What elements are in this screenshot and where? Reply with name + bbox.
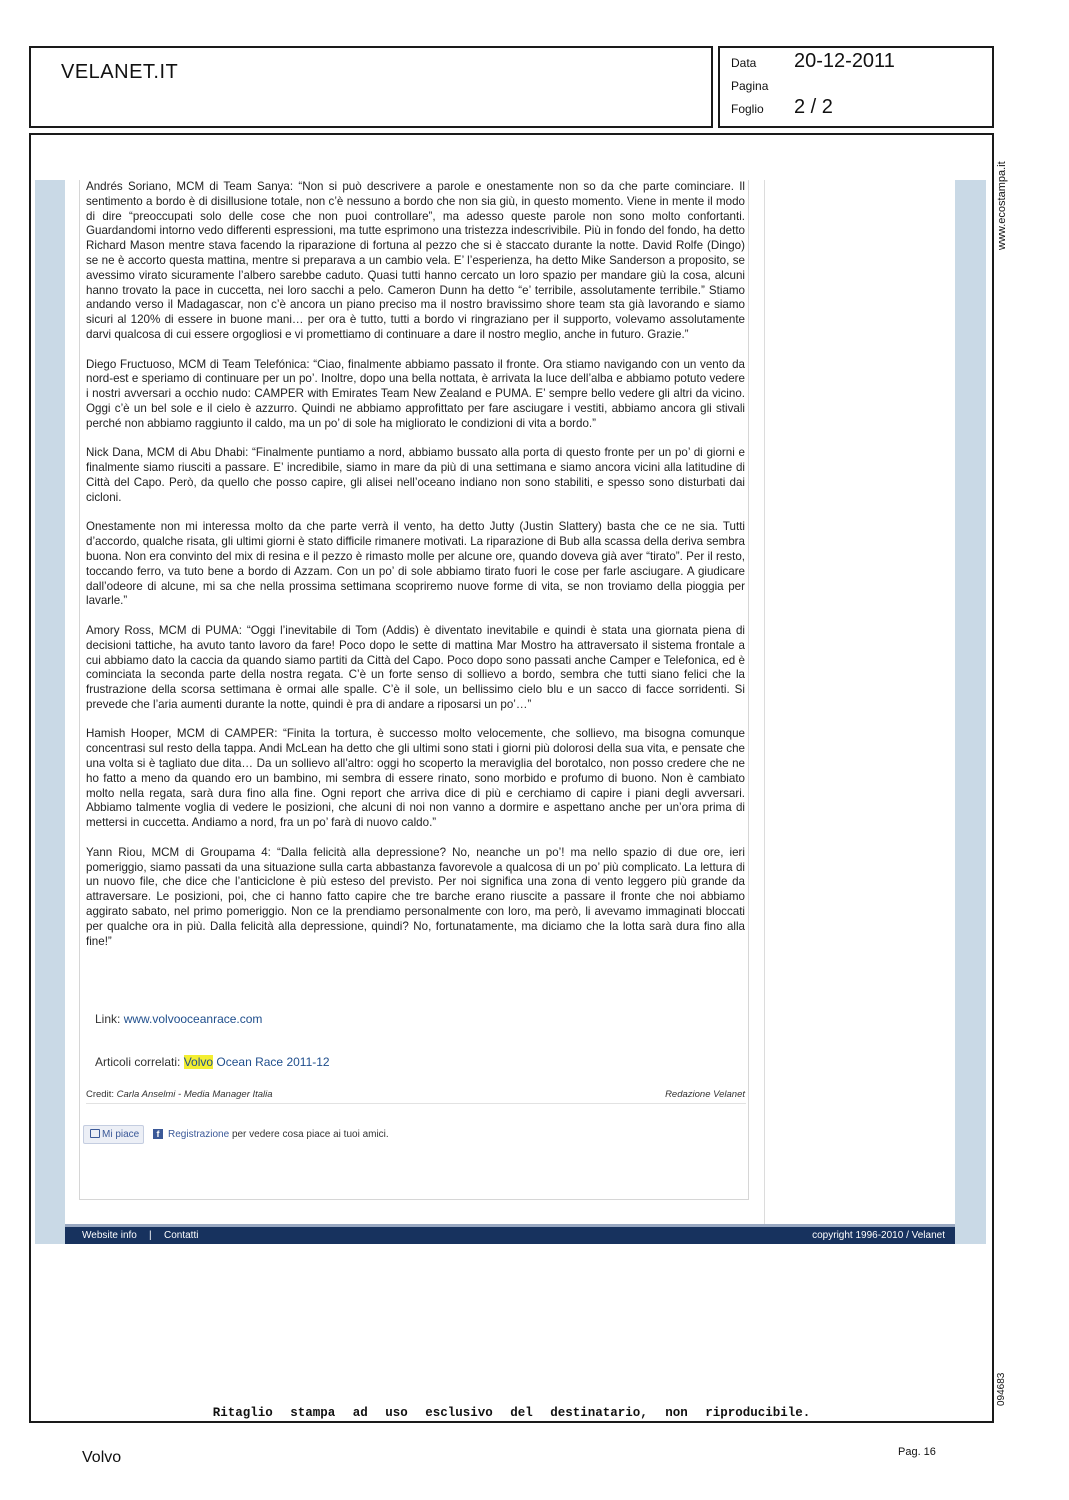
- link-row: [95, 1012, 262, 1026]
- paragraph-riou: Yann Riou, MCM di Groupama 4: “Dalla felicità alla depressione? No, neanche un po’! ma nello spazio di due ore, ieri pomeriggio, siamo passati da una situazione sulla carta abbastanza favorevole a qualcosa di un po’ più complicato. La lettura di un nuovo file, che dice che l’anticiclone è più esteso del previsto. Per noi significa una zona di vento leggero più grande da attraversare. Le posizioni, poi, che ci hanno fatto capire che tre barche erano riuscite a passare il fronte che noi abbiamo aggirato sabato, nel primo pomeriggio. Non ce la prendiamo personalmente con loro, ma però, li avevamo immaginati bloccati per qualche ora in più. Dalla felicità alla depressione, quindi? No, fortunatamente, ma diciamo che la lotta sarà dura fino alla fine!”: [86, 845, 745, 948]
- paragraph-dana: Nick Dana, MCM di Abu Dhabi: “Finalmente puntiamo a nord, abbiamo bussato alla porta di questo fronte per un po’ di giorni e finalmente siamo riusciti a passare. E’ incredibile, siamo in mare da più di una settimana e siamo ancora vicini alla latitudine di Città del Capo. Però, da quello che posso capire, gli alisei nell’oceano indiano non sono stabiliti, e spesso sono disturbati dai cicloni.: [86, 446, 745, 504]
- foglio-label: Foglio: [731, 102, 764, 116]
- contatti-link[interactable]: Contatti: [164, 1230, 199, 1241]
- clip-code: 094683: [996, 1372, 1007, 1406]
- facebook-icon: f: [153, 1129, 163, 1139]
- related-label: Articoli correlati:: [95, 1055, 181, 1069]
- like-label: Mi piace: [102, 1129, 140, 1140]
- facebook-register-row: [168, 1129, 389, 1140]
- paragraph-hooper: Hamish Hooper, MCM di CAMPER: “Finita la tortura, è successo molto velocemente, che sollievo, ma bisogna comunque concentrasi sul resto della tappa. Andi McLean ha detto che gli ultimi sono stati i giorni più dolorosi della sua vita, e pensate che una volta si è tagliato due dita… Da un sollievo all’altro: oggi ho scoperto la meraviglia del borotalco, non posso credere che ne ho fatto a meno da quando ero un bambino, mi sembra di essere rinato, sono morbido e profumo di buono. Non è cambiato molto nella regata, sarà dura fino alla fine. Ogni report che arriva dice di più e cerchiamo di capire i piani degli avversari. Abbiamo talmente voglia di vedere le posizioni, che alcuni di noi non vanno a dormire e aspettano anche per un’ora prima di mettersi in cuccetta. Andiamo a nord, fra un po’ farà di nuovo caldo.”: [86, 727, 745, 830]
- related-highlight[interactable]: Volvo: [183, 1055, 214, 1069]
- credit-divider: [86, 1103, 746, 1104]
- registrazione-link[interactable]: Registrazione: [168, 1129, 230, 1140]
- volvooceanrace-link[interactable]: www.volvooceanrace.com: [123, 1012, 263, 1026]
- page-number: Pag. 16: [898, 1446, 936, 1458]
- redazione-label: Redazione Velanet: [665, 1089, 745, 1100]
- site-footer: [65, 1227, 955, 1244]
- source-name: VELANET.IT: [61, 61, 179, 83]
- paragraph-soriano: Andrés Soriano, MCM di Team Sanya: “Non si può descrivere a parole e onestamente non so da che parte cominciare. Il sentimento a bordo è di disillusione totale, non c’è nessuno a bordo che non sia giù, in questo momento. Viene in mente il modo di dire “preoccupati solo delle cose che non puoi controllare”, ma adesso queste parole non sono molto confortanti. Guardandomi intorno vedo differenti espressioni, ma tutte esprimono una tristezza indescrivibile. Più in fondo del fondo, ha detto Richard Mason mentre stava facendo la riparazione di fortuna al pezzo che si è staccato durante la notte. David Rolfe (Dingo) se ne è accorto questa mattina, mentre si preparava a un cambio vela. E’ l’esperienza, ha detto Mike Sanderson a proposito, se avessimo virato sicuramente l’albero sarebbe caduto. Quasi tutti hanno cercato un loro spazio per mandare giù la cosa, alcuni hanno trovato la pace in cuccetta, nei loro sacchi a pelo. Cameron Dunn ha detto “e’ terribile, assolutamente terribile.” Stiamo andando verso il Madagascar, non c’è ancora un piano preciso ma il nostro bravissimo shore team sta già lavorando e siamo sicuri al 120% di essere in buone mani… per ora è tutto, tutti a bordo vi ringraziano per il supporto, volevamo assolutamente darvi qualcosa di cui essere orgogliosi e vi promettiamo di continuare a dare il nostro meglio, anche in futuro. Grazie.”: [86, 180, 745, 341]
- link-label: Link:: [95, 1012, 121, 1026]
- data-value: 20-12-2011: [794, 50, 895, 72]
- disclaimer-text: Ritaglio stampa ad uso esclusivo del destinatario, non riproducibile.: [212, 1406, 811, 1420]
- footer-separator: |: [149, 1230, 152, 1241]
- credit-value: Carla Anselmi - Media Manager Italia: [116, 1089, 273, 1100]
- website-info-link[interactable]: Website info: [82, 1230, 137, 1241]
- date-box: [718, 46, 994, 128]
- article-body: [86, 180, 745, 964]
- like-button[interactable]: [83, 1125, 144, 1144]
- credit-label: Credit:: [86, 1089, 114, 1100]
- footer-topic: Volvo: [82, 1449, 122, 1466]
- copyright-text: copyright 1996-2010 / Velanet: [812, 1230, 945, 1241]
- thumbs-up-icon: [90, 1129, 100, 1138]
- pagina-label: Pagina: [731, 79, 769, 93]
- data-label: Data: [731, 56, 757, 70]
- source-box: [29, 46, 713, 128]
- related-link[interactable]: Ocean Race 2011-12: [216, 1055, 330, 1069]
- credit-row: [86, 1089, 273, 1100]
- foglio-value: 2 / 2: [794, 96, 833, 118]
- ecostampa-site: www.ecostampa.it: [996, 161, 1008, 250]
- paragraph-fructuoso: Diego Fructuoso, MCM di Team Telefónica: “Ciao, finalmente abbiamo passato il fronte. Ora stiamo navigando con un vento da nord-est e speriamo di continuare per un po’. Inoltre, dopo una bella nottata, è arrivata la luce dell’alba e abbiamo potuto vedere i nostri avversari a occhio nudo: CAMPER with Emirates Team New Zealand e PUMA. E’ sempre bello vedere gli altri da vicino. Oggi c’è un bel sole e il cielo è azzurro. Quindi ne abbiamo approfittato per fare asciugare i vestiti, abbiamo ancora gli stivali perché non abbiamo raggiunto il caldo, ma un po’ di sole ha migliorato le condizioni di vita a bordo.”: [86, 357, 745, 430]
- related-row: [95, 1055, 330, 1069]
- paragraph-slattery: Onestamente non mi interessa molto da che parte verrà il vento, ha detto Jutty (Justin Slattery) basta che ce ne sia. Tutti d’accordo, qualche risata, gli ultimi giorni è stato difficile rimanere motivati. La riparazione di Bub alla scassa della deriva sembra buona. Non era convinto del mix di resina e il pezzo è rimasto molle per alcune ore, quando doveva già aver “tirato”. Per il resto, toccando ferro, va tuto bene a bordo di Azzam. Con un po’ di sole abbiamo tirato fuori le cose per farle asciugare. A giudicare dall’odeore di alcune, mi sa che nella prossima settimana scopriremo nuove forme di vita, se non troviamo della pioggia per lavarle.”: [86, 520, 745, 608]
- register-text: per vedere cosa piace ai tuoi amici.: [231, 1129, 389, 1140]
- paragraph-ross: Amory Ross, MCM di PUMA: “Oggi l’inevitabile di Tom (Addis) è diventato inevitabile e quindi è stata una giornata piena di decisioni tattiche, ha avuto tanto lavoro da fare! Poco dopo le sette di mattina Mar Mostro ha attraversato il sistema frontale a cui abbiamo dato la caccia da quando siamo partiti da Città del Capo. Poco dopo sono passati anche Camper e Telefonica, ed è cominciata la seconda parte della nostra regata. C’è un forte senso di sollievo a bordo, sembra che tutti siano felici che la frustrazione della scorsa settimana è ormai alle spalle. C’è il sole, un bellissimo cielo blu e un sacco di facce sorridenti. Si prevede che l’aria aumenti durante la notte, quindi è pra di andare a riposarsi un po’…”: [86, 623, 745, 711]
- column-divider: [764, 180, 765, 1224]
